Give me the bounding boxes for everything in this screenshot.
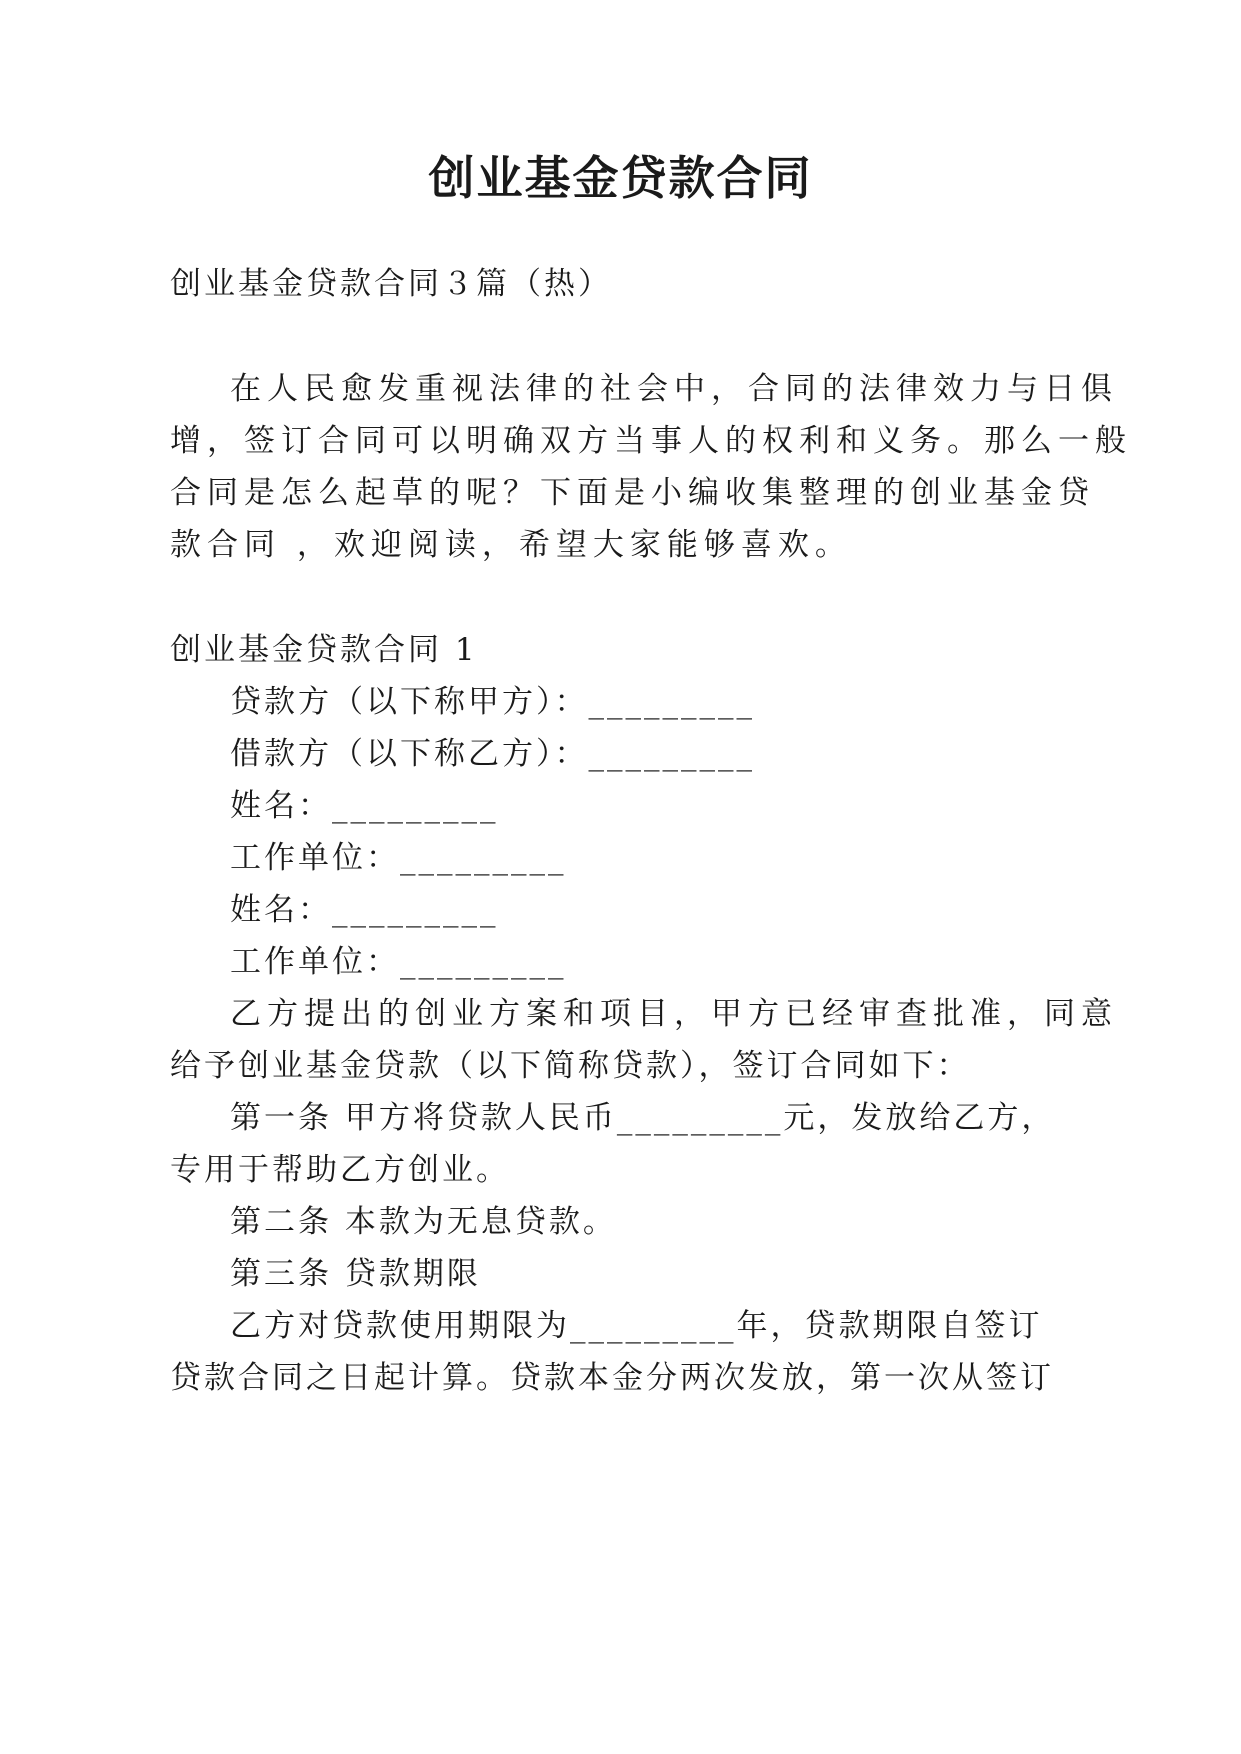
article-1-line-1: 第一条 甲方将贷款人民币_________元，发放给乙方， — [230, 1100, 1056, 1136]
article-3-heading: 第三条 贷款期限 — [230, 1256, 481, 1292]
document-subtitle: 创业基金贷款合同３篇（热） — [170, 266, 612, 302]
field-name-2: 姓名：_________ — [230, 892, 499, 928]
field-workplace-2: 工作单位：_________ — [230, 944, 567, 980]
body-line-1: 乙方提出的创业方案和项目，甲方已经审查批准，同意 — [230, 996, 1118, 1032]
article-3-line-1: 乙方对贷款使用期限为_________年，贷款期限自签订 — [230, 1308, 1043, 1344]
field-lender: 贷款方（以下称甲方）：_________ — [230, 684, 755, 720]
intro-line-2: 增，签订合同可以明确双方当事人的权利和义务。那么一般 — [170, 423, 1132, 459]
section-heading: 创业基金贷款合同 1 — [170, 632, 478, 668]
document-title: 创业基金贷款合同 — [428, 151, 813, 205]
intro-line-4: 款合同 ，欢迎阅读，希望大家能够喜欢。 — [170, 527, 852, 563]
field-workplace-1: 工作单位：_________ — [230, 840, 567, 876]
article-2: 第二条 本款为无息贷款。 — [230, 1204, 617, 1240]
field-name-1: 姓名：_________ — [230, 788, 499, 824]
intro-line-3: 合同是怎么起草的呢？下面是小编收集整理的创业基金贷 — [170, 475, 1095, 511]
article-1-line-2: 专用于帮助乙方创业。 — [170, 1152, 510, 1188]
article-3-line-2: 贷款合同之日起计算。贷款本金分两次发放，第一次从签订 — [170, 1360, 1054, 1396]
intro-line-1: 在人民愈发重视法律的社会中，合同的法律效力与日俱 — [230, 371, 1118, 407]
field-borrower: 借款方（以下称乙方）：_________ — [230, 736, 755, 772]
body-line-2: 给予创业基金贷款（以下简称贷款），签订合同如下： — [170, 1048, 971, 1084]
